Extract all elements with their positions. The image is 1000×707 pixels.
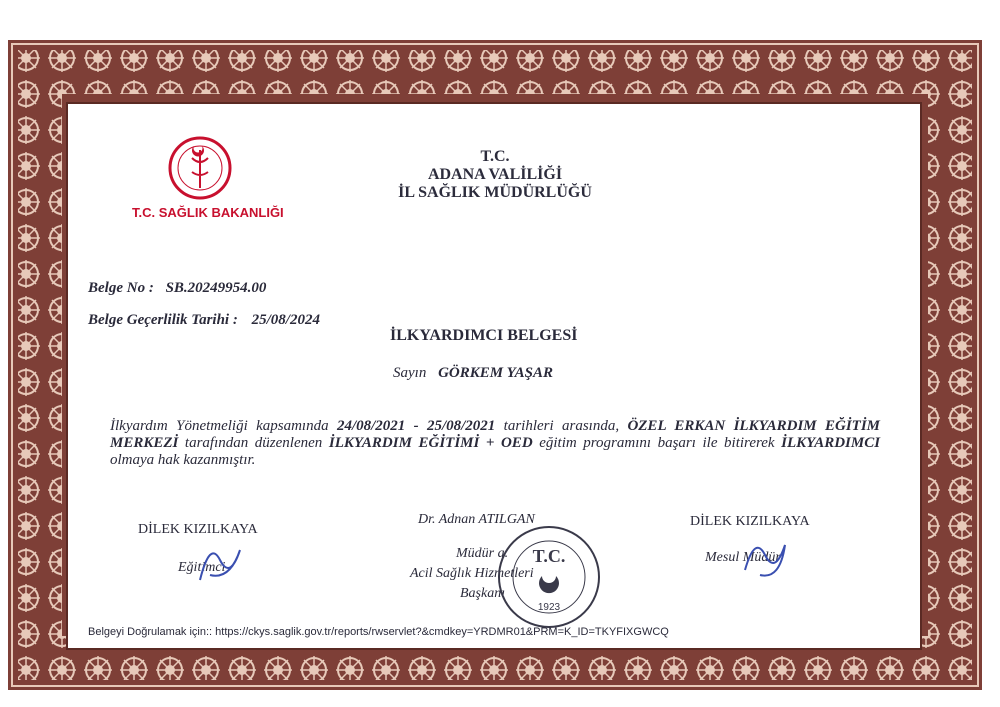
trainer-name: DİLEK KIZILKAYA	[138, 522, 258, 537]
official-stamp-icon	[494, 522, 604, 632]
document-no-label: Belge No :	[88, 280, 154, 296]
director-title-1: Müdür a.	[456, 546, 509, 561]
stamp-year: 1923	[537, 602, 561, 613]
body-text-2: tarihleri arasında,	[503, 418, 620, 434]
manager-name: DİLEK KIZILKAYA	[690, 514, 810, 529]
body-text-5: olmaya hak kazanmıştır.	[110, 452, 256, 468]
header-line1: T.C.	[480, 148, 510, 165]
verification-link[interactable]: Belgeyi Doğrulamak için:: https://ckys.saglik.gov.tr/reports/rwservlet?&cmdkey=YRDMR01&PRM=K_ID=TKYFIXGWCQ	[88, 626, 669, 638]
ministry-logo-text: T.C. SAĞLIK BAKANLIĞI	[132, 205, 284, 220]
training-center: ÖZEL ERKAN İLKYARDIM EĞİTİM MERKEZİ	[110, 418, 881, 451]
header-line2: ADANA VALİLİĞİ	[427, 166, 563, 183]
body-text-4: eğitim programını başarı ile bitirerek	[539, 435, 775, 451]
manager-title: Mesul Müdür	[705, 550, 781, 565]
certificate-body	[110, 418, 880, 469]
director-name: Dr. Adnan ATILGAN	[418, 512, 535, 527]
header-line3: İL SAĞLIK MÜDÜRLÜĞÜ	[398, 184, 592, 201]
body-text-3: tarafından düzenlenen	[184, 435, 323, 451]
trainer-title: Eğitimci	[178, 560, 226, 575]
training-program: İLKYARDIM EĞİTİMİ + OED	[328, 435, 533, 451]
stamp-text: T.C.	[532, 546, 566, 566]
ministry-logo-icon	[160, 132, 240, 202]
manager-signature-icon	[735, 530, 805, 590]
director-title-2: Acil Sağlık Hizmetleri	[410, 566, 534, 581]
certificate-title: İLKYARDIMCI BELGESİ	[390, 327, 578, 344]
document-no-value: SB.20249954.00	[165, 280, 267, 296]
body-text-1: İlkyardım Yönetmeliği kapsamında	[110, 418, 329, 434]
recipient-name: GÖRKEM YAŞAR	[438, 365, 553, 381]
training-dates: 24/08/2021 - 25/08/2021	[336, 418, 496, 434]
trainer-signature-icon	[180, 530, 260, 590]
validity-value: 25/08/2024	[251, 312, 320, 328]
certificate-role: İLKYARDIMCI	[781, 435, 881, 451]
salutation: Sayın	[393, 365, 427, 381]
director-title-3: Başkanı	[460, 586, 506, 601]
validity-label: Belge Geçerlilik Tarihi :	[88, 312, 238, 328]
